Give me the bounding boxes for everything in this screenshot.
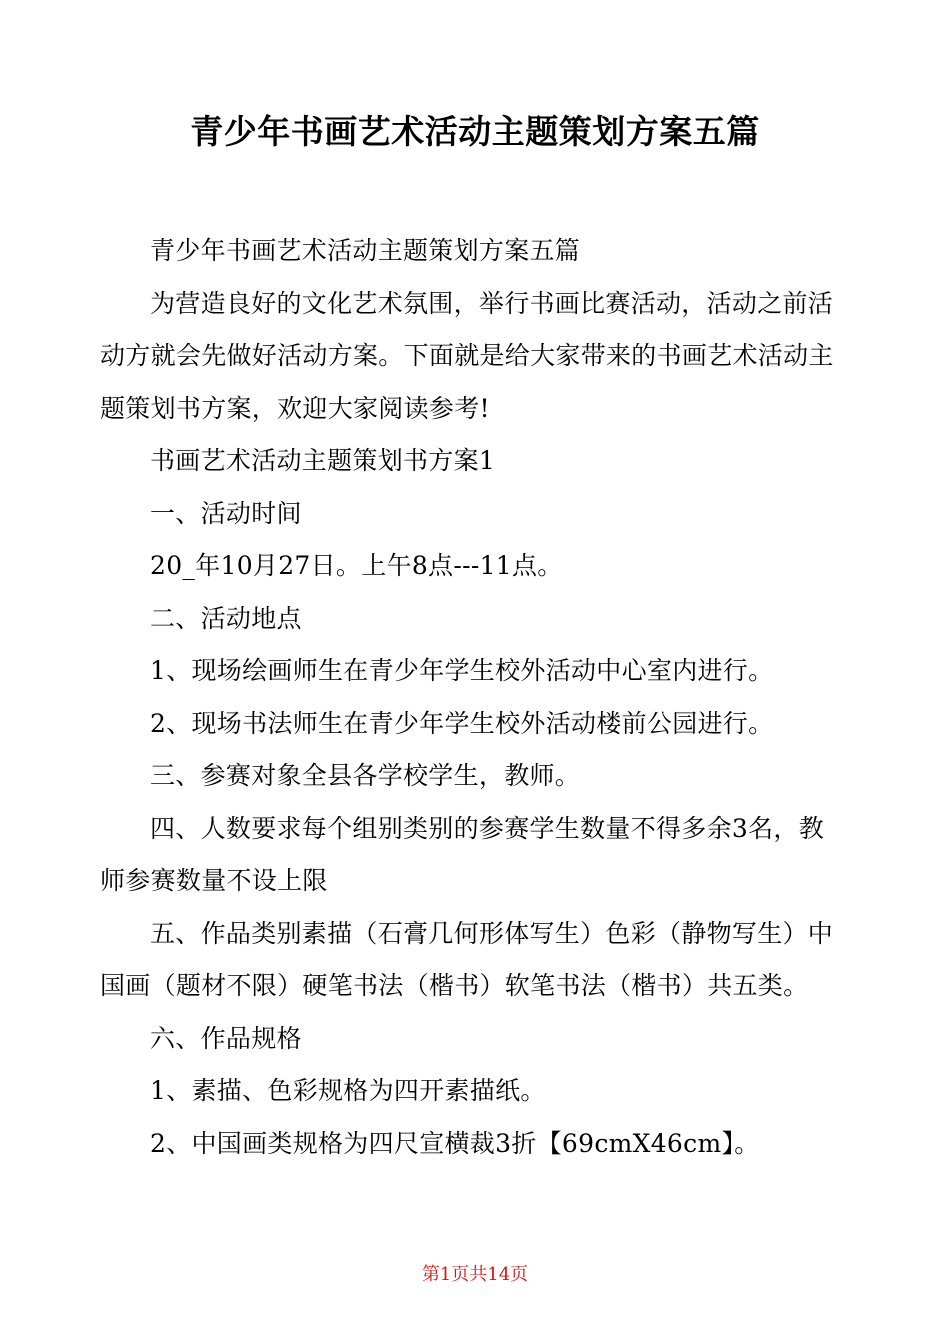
paragraph: 书画艺术活动主题策划书方案1 (150, 446, 496, 475)
paragraph: 五、作品类别素描（石膏几何形体写生）色彩（静物写生）中国画（题材不限）硬笔书法（楷书）软笔书法（楷书）共五类。 (100, 918, 834, 1000)
paragraph: 1、现场绘画师生在青少年学生校外活动中心室内进行。 (150, 656, 774, 685)
paragraph: 四、人数要求每个组别类别的参赛学生数量不得多余3名，教师参赛数量不设上限 (100, 813, 825, 895)
paragraph: 2、现场书法师生在青少年学生校外活动楼前公园进行。 (150, 708, 774, 738)
paragraph: 2、中国画类规格为四尺宣横裁3折【69cmX46cm】。 (150, 1128, 760, 1158)
paragraph: 一、活动时间 (150, 498, 302, 528)
paragraph: 青少年书画艺术活动主题策划方案五篇 (150, 236, 581, 265)
document-body (100, 225, 835, 1170)
paragraph: 为营造良好的文化艺术氛围，举行书画比赛活动，活动之前活动方就会先做好活动方案。下面就是给大家带来的书画艺术活动主题策划书方案，欢迎大家阅读参考! (100, 288, 834, 423)
paragraph: 六、作品规格 (150, 1023, 302, 1053)
page-number-footer: 第1页共14页 (421, 1264, 529, 1285)
paragraph: 20_年10月27日。上午8点---11点。 (150, 551, 563, 580)
paragraph: 1、素描、色彩规格为四开素描纸。 (150, 1076, 546, 1105)
document-title: 青少年书画艺术活动主题策划方案五篇 (190, 112, 760, 151)
paragraph: 二、活动地点 (150, 603, 302, 633)
paragraph: 三、参赛对象全县各学校学生，教师。 (150, 761, 581, 790)
